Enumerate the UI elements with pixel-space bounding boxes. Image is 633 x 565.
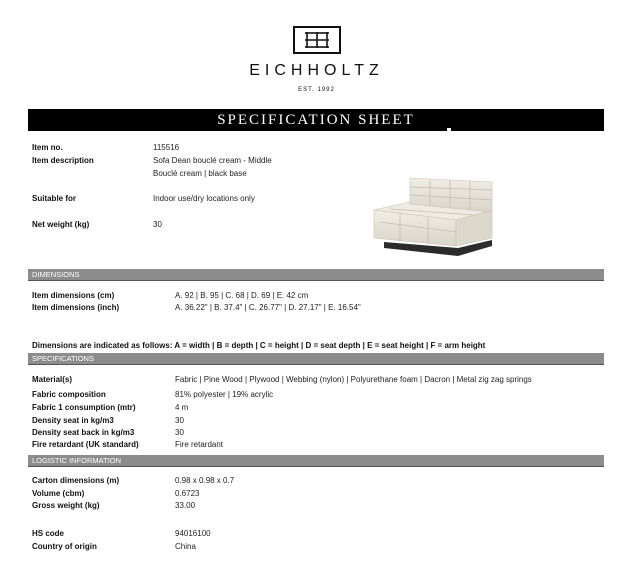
sofa-module-illustration: [370, 176, 498, 268]
density-seat-value: 30: [175, 416, 184, 425]
specifications-section-header: SPECIFICATIONS: [28, 353, 604, 364]
title-bar-notch: [447, 128, 451, 131]
density-seat-label: Density seat in kg/m3: [32, 416, 114, 425]
dimensions-section-header: DIMENSIONS: [28, 269, 604, 280]
fabric-consumption-label: Fabric 1 consumption (mtr): [32, 403, 136, 412]
gross-weight-value: 33.00: [175, 501, 196, 510]
section-divider: [28, 280, 604, 281]
dimensions-note: Dimensions are indicated as follows: A = width | B = depth | C = height | D = seat depth | E = seat height | F = arm height: [32, 341, 486, 350]
fire-retardant-value: Fire retardant: [175, 440, 224, 449]
suitable-for-value: Indoor use/dry locations only: [153, 194, 255, 203]
item-no-label: Item no.: [32, 143, 63, 152]
net-weight-value: 30: [153, 220, 162, 229]
density-seat-back-value: 30: [175, 428, 184, 437]
section-divider: [28, 466, 604, 467]
fabric-composition-label: Fabric composition: [32, 390, 106, 399]
item-description-line2: Bouclé cream | black base: [153, 169, 247, 178]
materials-value: Fabric | Pine Wood | Plywood | Webbing (nylon) | Polyurethane foam | Dacron | Metal zig zag springs: [175, 375, 532, 384]
item-description-line1: Sofa Dean bouclé cream - Middle: [153, 156, 272, 165]
carton-dimensions-label: Carton dimensions (m): [32, 476, 120, 485]
suitable-for-label: Suitable for: [32, 194, 77, 203]
country-of-origin-label: Country of origin: [32, 542, 97, 551]
density-seat-back-label: Density seat back in kg/m3: [32, 428, 135, 437]
brand-name: EICHHOLTZ: [249, 62, 384, 79]
item-dimensions-cm-value: A. 92 | B. 95 | C. 68 | D. 69 | E. 42 cm: [175, 291, 309, 300]
gross-weight-label: Gross weight (kg): [32, 501, 100, 510]
hs-code-label: HS code: [32, 529, 65, 538]
item-description-label: Item description: [32, 156, 94, 165]
fire-retardant-label: Fire retardant (UK standard): [32, 440, 139, 449]
section-divider: [28, 364, 604, 365]
carton-dimensions-value: 0.98 x 0.98 x 0.7: [175, 476, 235, 485]
established-year: EST. 1992: [298, 87, 335, 93]
fabric-consumption-value: 4 m: [175, 403, 189, 412]
page-title: SPECIFICATION SHEET: [217, 112, 415, 128]
item-dimensions-inch-value: A. 36.22" | B. 37.4" | C. 26.77" | D. 27.17" | E. 16.54": [175, 303, 361, 312]
volume-label: Volume (cbm): [32, 489, 85, 498]
item-dimensions-inch-label: Item dimensions (inch): [32, 303, 120, 312]
volume-value: 0.6723: [175, 489, 200, 498]
country-of-origin-value: China: [175, 542, 196, 551]
net-weight-label: Net weight (kg): [32, 220, 90, 229]
item-no-value: 115516: [153, 143, 180, 152]
materials-label: Material(s): [32, 375, 73, 384]
fabric-composition-value: 81% polyester | 19% acrylic: [175, 390, 274, 399]
hs-code-value: 94016100: [175, 529, 211, 538]
eichholtz-monogram-icon: [293, 26, 341, 54]
logistic-section-header: LOGISTIC INFORMATION: [28, 455, 604, 466]
item-dimensions-cm-label: Item dimensions (cm): [32, 291, 115, 300]
